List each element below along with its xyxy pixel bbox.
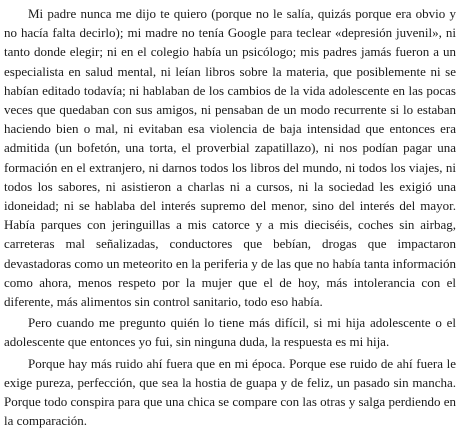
paragraph-2: Pero cuando me pregunto quién lo tiene más difícil, si mi hija adolescente o el adolescente que entonces yo fui, sin ninguna duda, la respuesta es mi hija. <box>4 315 456 350</box>
paragraph-3: Porque hay más ruido ahí fuera que en mi época. Porque ese ruido de ahí fuera le exige pureza, perfección, que sea la hostia de guapa y de feliz, un pasado sin mancha. Porque todo conspira para que una chica se compare con las otras y salga perdiendo en la comparación. <box>4 355 456 429</box>
paragraph-1: Mi padre nunca me dijo te quiero (porque no le salía, quizás porque era obvio y no hacía falta decirlo); mi madre no tenía Google para teclear «depresión juvenil», ni tanto donde elegir; ni en el colegio había un psicólogo; mis padres jamás fueron a un especialista en salud mental, ni leían libros sobre la materia, que posiblemente ni se habían editado todavía; ni hablaban de los cambios de la vida adolescente en las pocas veces que quedaban con sus amigos, ni pensaban de un modo recurrente si lo estaban haciendo bien o mal, ni evitaban esa violencia de baja intensidad que entonces era admitida (un bofetón, una torta, el proverbial zapatillazo), ni nos podían pagar una formación en el extranjero, ni darnos todos los libros del mundo, ni todos los viajes, ni todos los sabores, ni asistieron a charlas ni a cursos, ni la sociedad les exigió una idoneidad; ni se hablaba del interés supremo del menor, sino del interés del mayor. Había parques con jeringuillas a mis catorce y a mis dieciséis, coches sin airbag, carreteras mal señalizadas, conductores que bebían, drogas que impactaron devastadoras como un meteorito en la periferia y de las que no había tanta información como ahora, menos respeto por la mujer que el de hoy, más intolerancia con el diferente, más alimentos sin control sanitario, todo eso había. <box>4 6 456 310</box>
